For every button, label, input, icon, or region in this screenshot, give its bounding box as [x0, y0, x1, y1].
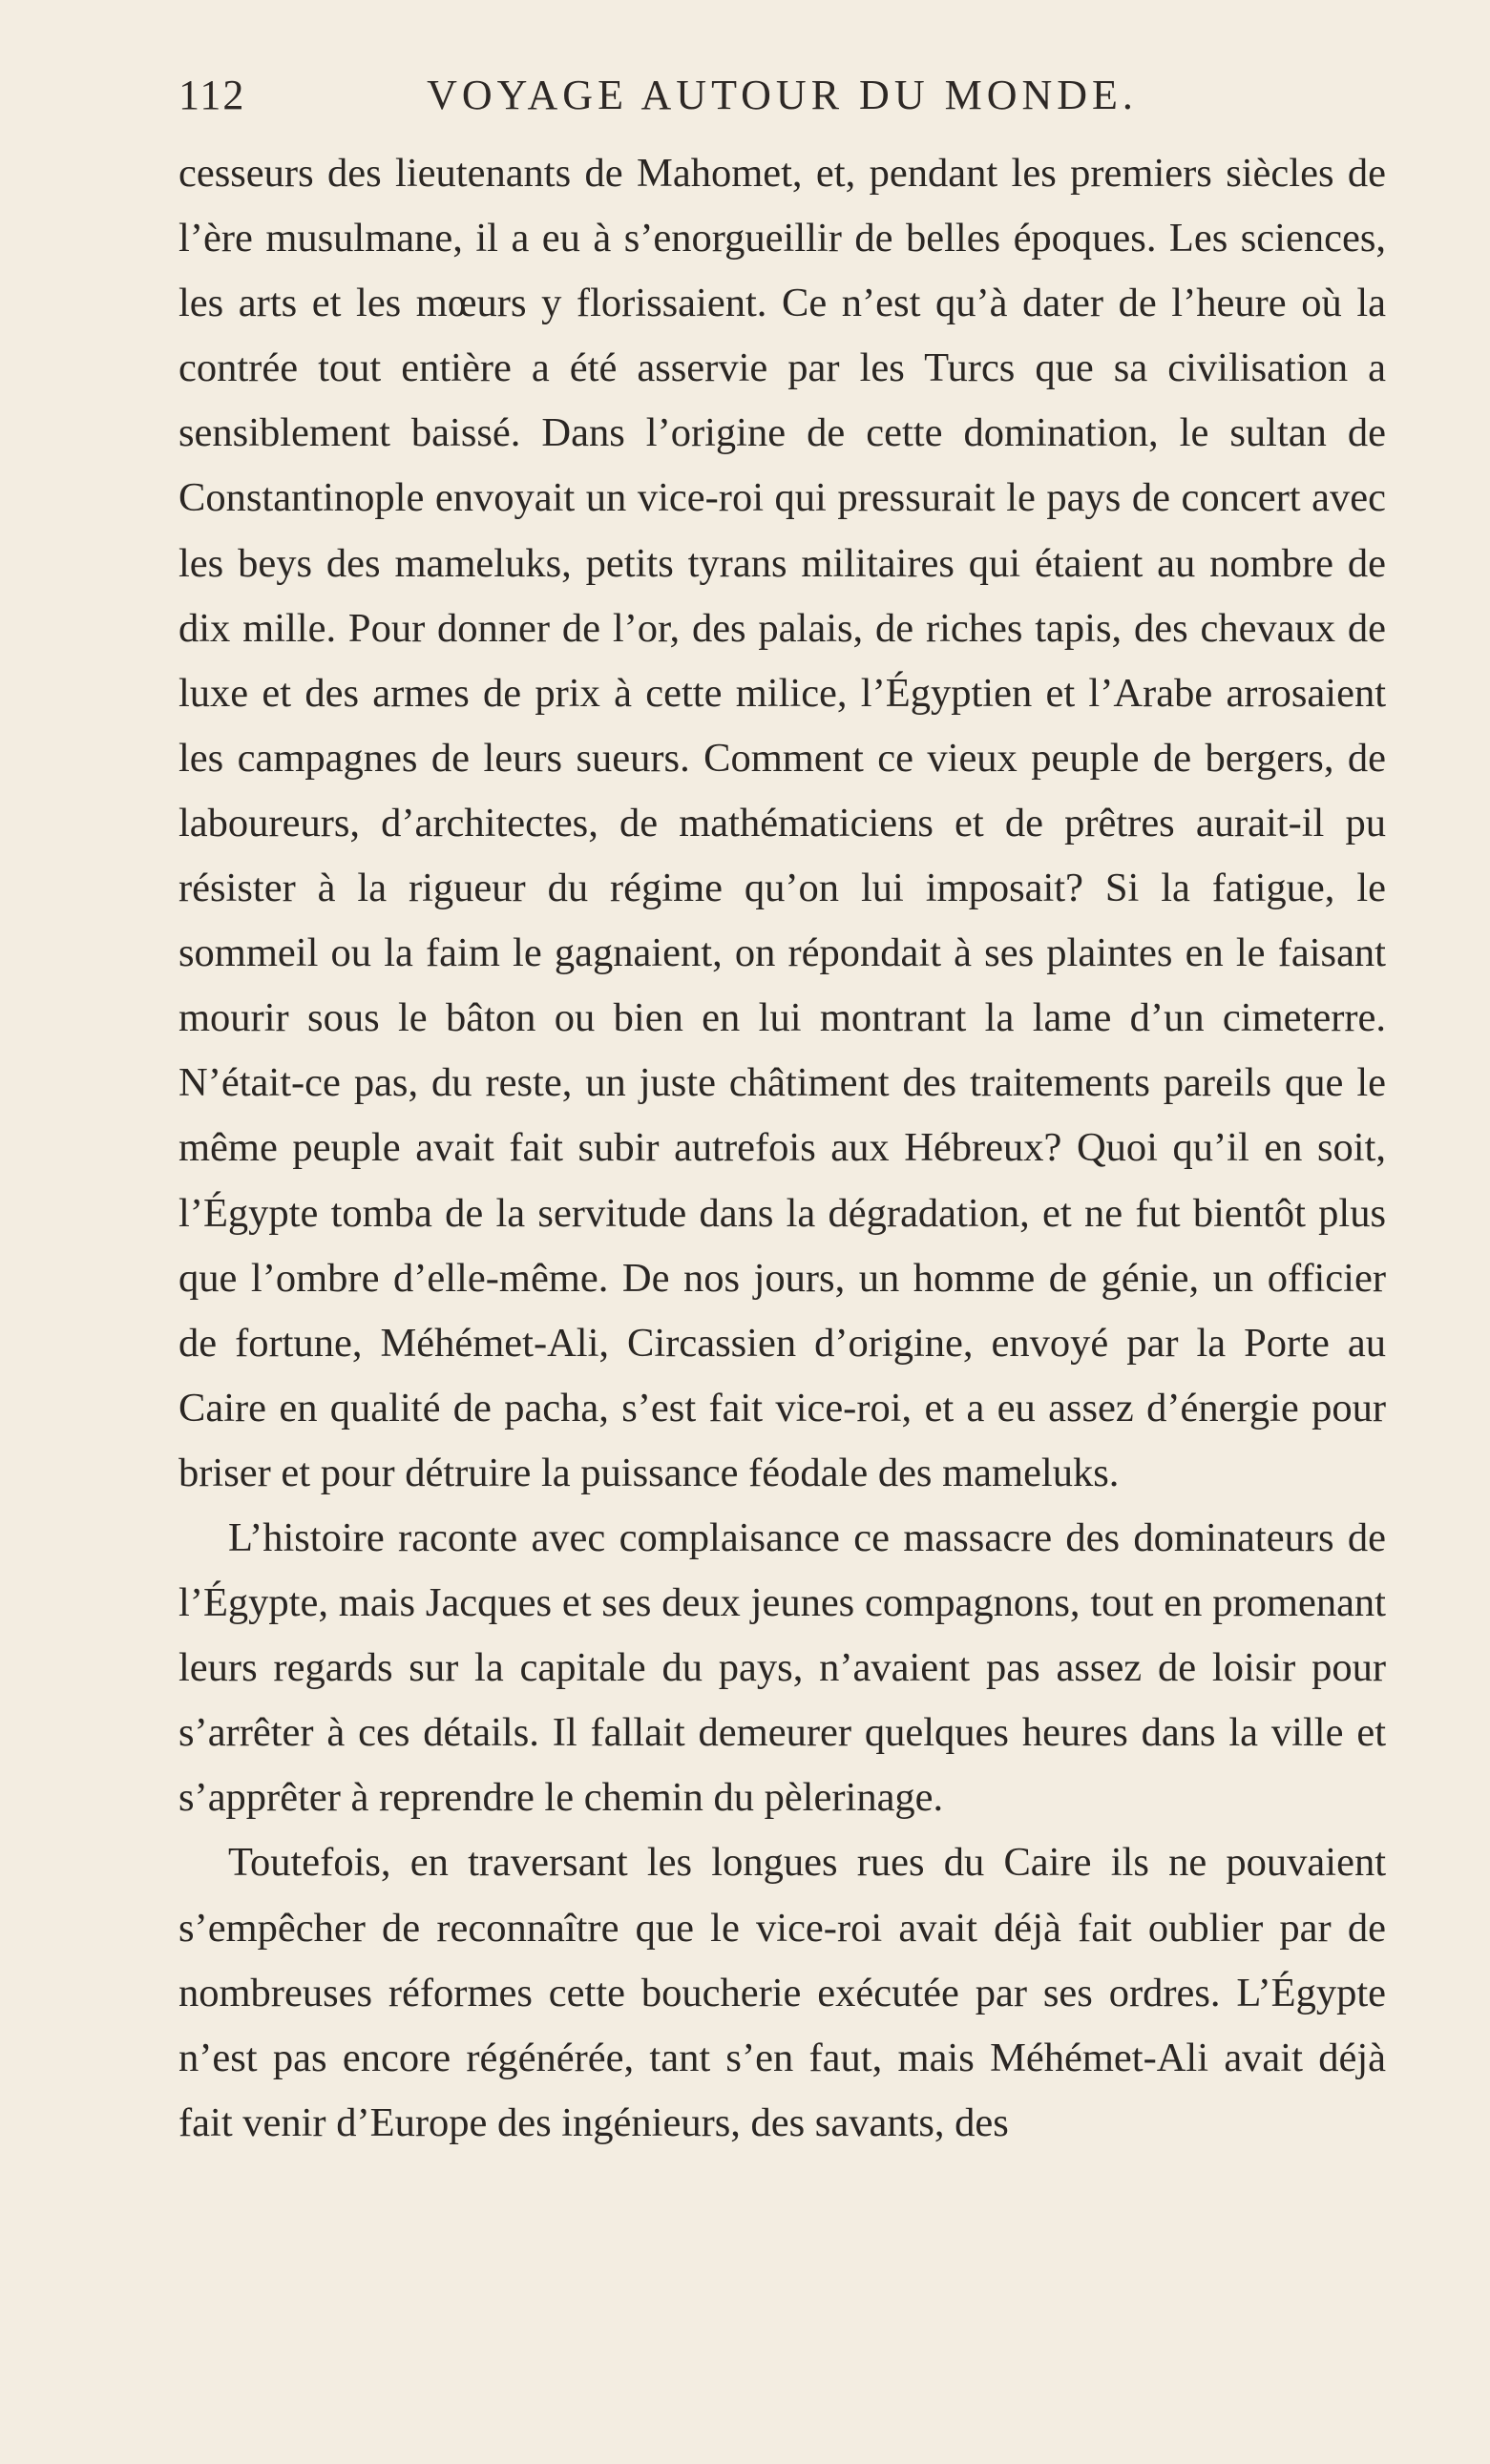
- running-head: [178, 71, 1386, 128]
- paragraph-2: L’histoire raconte avec complaisance ce massacre des dominateurs de l’Égypte, mais Jacques et ses deux jeunes compagnons, tout en promenant leurs regards sur la capitale du pays, n’avaient pas assez de loisir pour s’arrêter à ces détails. Il fallait demeurer quelques heures dans la ville et s’apprêter à reprendre le chemin du pèlerinage.: [178, 1514, 1386, 1821]
- body-text: [178, 141, 1386, 2156]
- running-title: VOYAGE AUTOUR DU MONDE.: [427, 72, 1138, 118]
- paragraph-3: Toutefois, en traversant les longues rues du Caire ils ne pouvaient s’empêcher de reconnaître que le vice-roi avait déjà fait oublier par de nombreuses réformes cette boucherie exécutée par ses ordres. L’Égypte n’est pas encore régénérée, tant s’en faut, mais Méhémet-Ali avait déjà fait venir d’Europe des ingénieurs, des savants, des: [178, 1840, 1386, 2145]
- page-number: 112: [178, 72, 246, 118]
- paragraph-1: cesseurs des lieutenants de Mahomet, et, pendant les premiers siècles de l’ère musulmane, il a eu à s’enorgueillir de belles époques. Les sciences, les arts et les mœurs y florissaient. Ce n’est qu’à dater de l’heure où la contrée tout entière a été asservie par les Turcs que sa civilisation a sensiblement baissé. Dans l’origine de cette domination, le sultan de Constantinople envoyait un vice-roi qui pressurait le pays de concert avec les beys des mameluks, petits tyrans militaires qui étaient au nombre de dix mille. Pour donner de l’or, des palais, de riches tapis, des chevaux de luxe et des armes de prix à cette milice, l’Égyptien et l’Arabe arrosaient les campagnes de leurs sueurs. Comment ce vieux peuple de bergers, de laboureurs, d’architectes, de mathématiciens et de prêtres aurait-il pu résister à la rigueur du régime qu’on lui imposait? Si la fatigue, le sommeil ou la faim le gagnaient, on répondait à ses plaintes en le faisant mourir sous le bâton ou bien en lui montrant la lame d’un cimeterre. N’était-ce pas, du reste, un juste châtiment des traitements pareils que le même peuple avait fait subir autrefois aux Hébreux? Quoi qu’il en soit, l’Égypte tomba de la servitude dans la dégradation, et ne fut bientôt plus que l’ombre d’elle-même. De nos jours, un homme de génie, un officier de fortune, Méhémet-Ali, Circassien d’origine, envoyé par la Porte au Caire en qualité de pacha, s’est fait vice-roi, et a eu assez d’énergie pour briser et pour détruire la puissance féodale des mameluks.: [178, 151, 1386, 1495]
